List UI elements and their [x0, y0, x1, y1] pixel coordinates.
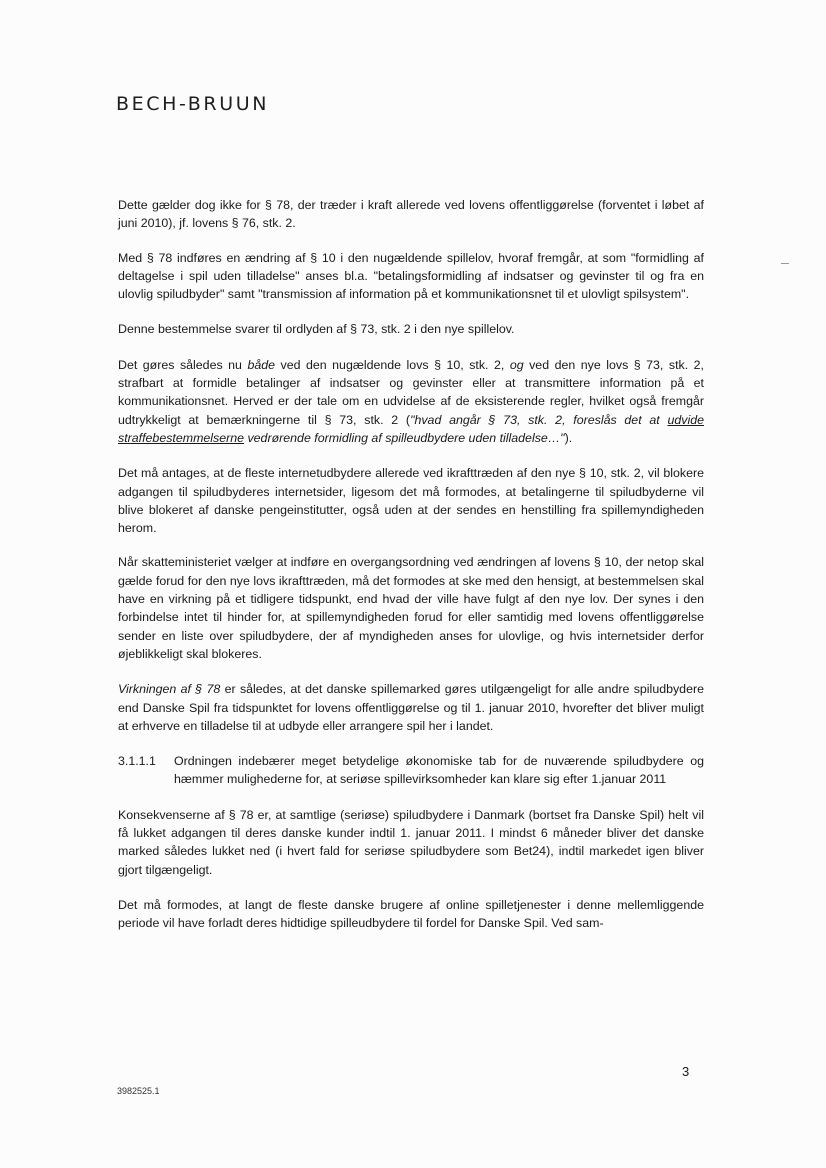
paragraph-7	[118, 680, 704, 735]
page-number: 3	[682, 1064, 690, 1079]
text-span: ved den nugældende lovs § 10, stk. 2,	[275, 357, 510, 372]
emphasis-text: og	[509, 357, 524, 372]
section-heading	[118, 752, 704, 789]
paragraph-1: Dette gælder dog ikke for § 78, der træder i kraft allerede ved lovens offentliggørelse (forventet i løbet af juni 2010), jf. lovens § 76, stk. 2.	[118, 198, 704, 231]
paragraph-9: Det må formodes, at langt de fleste danske brugere af online spilletjenester i denne mellemliggende periode vil have forladt deres hidtidige spilleudbydere til fordel for Danske Spil. Ved sam-	[118, 897, 704, 931]
emphasis-text: både	[247, 357, 276, 372]
margin-mark	[781, 263, 789, 264]
quoted-remark: "hvad angår § 73, stk. 2, foreslås det at	[410, 412, 668, 427]
text-span: ).	[564, 430, 573, 445]
quoted-remark-end: vedrørende formidling af spilleudbydere uden tilladelse…"	[244, 430, 565, 445]
paragraph-2: Med § 78 indføres en ændring af § 10 i den nugældende spillelov, hvoraf fremgår, at som "formidling af deltagelse i spil uden tilladelse" anses bl.a. "betalingsformidling af indsatser og gevinster til og fra en ulovlig spiludbyder" samt "transmission af information på et kommunikationsnet til et ulovligt spilsystem".	[118, 250, 704, 302]
text-span: ved den nye lovs § 73, stk. 2, strafbart at formidle betalinger af indsatser og gevinster eller at transmittere information på et kommunikationsnet. Herved er der tale om en udvidelse af de eksisterende regler, hvilket også fremgår udtrykkeligt at bemærkningerne til § 73, stk. 2 (	[118, 357, 704, 427]
document-id: 3982525.1	[117, 1086, 160, 1096]
section-number: 3.1.1.1	[118, 754, 156, 769]
text-span: er således, at det danske spillemarked gøres utilgængeligt for alle andre spiludbydere end Danske Spil fra tidspunktet for lovens offentliggørelse og til 1. januar 2010, hvorefter det bliver muligt at erhverve en tilladelse til at udbyde eller arrangere spil her i landet.	[118, 682, 704, 733]
document-body	[118, 196, 704, 933]
section-title: Ordningen indebærer meget betydelige økonomiske tab for de nuværende spiludbydere og hæmmer mulighederne for, at seriøse spillevirksomheder kan klare sig efter 1.januar 2011	[174, 754, 704, 787]
company-logo: BECH-BRUUN	[116, 93, 270, 115]
underlined-remark: udvide straffebestemmelserne	[118, 412, 704, 445]
text-span: Det gøres således nu	[118, 357, 248, 372]
paragraph-8: Konsekvenserne af § 78 er, at samtlige (seriøse) spiludbydere i Danmark (bortset fra Danske Spil) helt vil få lukket adgangen til deres danske kunder indtil 1. januar 2011. I mindst 6 måneder bliver det danske marked således lukket ned (i hvert fald for seriøse spiludbydere som Bet24), indtil markedet igen bliver gjort tilgængeligt.	[118, 807, 704, 877]
paragraph-4	[118, 356, 704, 447]
paragraph-5: Det må antages, at de fleste internetudbydere allerede ved ikrafttræden af den nye § 10, stk. 2, vil blokere adgangen til spiludbyderes internetsider, ligesom det må formodes, at betalingerne til spiludbyderne vil blive blokeret af danske pengeinstitutter, også uden at der sendes en henstilling fra spillemyndigheden herom.	[118, 466, 704, 536]
emphasis-text: Virkningen af § 78	[118, 682, 221, 697]
paragraph-3: Denne bestemmelse svarer til ordlyden af § 73, stk. 2 i den nye spillelov.	[118, 322, 515, 337]
paragraph-6: Når skatteministeriet vælger at indføre en overgangsordning ved ændringen af lovens § 10, der netop skal gælde forud for den nye lovs ikrafttræden, må det formodes at ske med den hensigt, at bestemmelsen skal have en virkning på et tidligere tidspunkt, end hvad der ville have fulgt af den nye lov. Der synes i den forbindelse intet til hinder for, at spillemyndigheden forud for eller samtidig med lovens offentliggørelse sender en liste over spiludbydere, der af myndigheden anses for ulovlige, og hvis internetsider derfor øjeblikkeligt skal blokeres.	[118, 555, 704, 661]
